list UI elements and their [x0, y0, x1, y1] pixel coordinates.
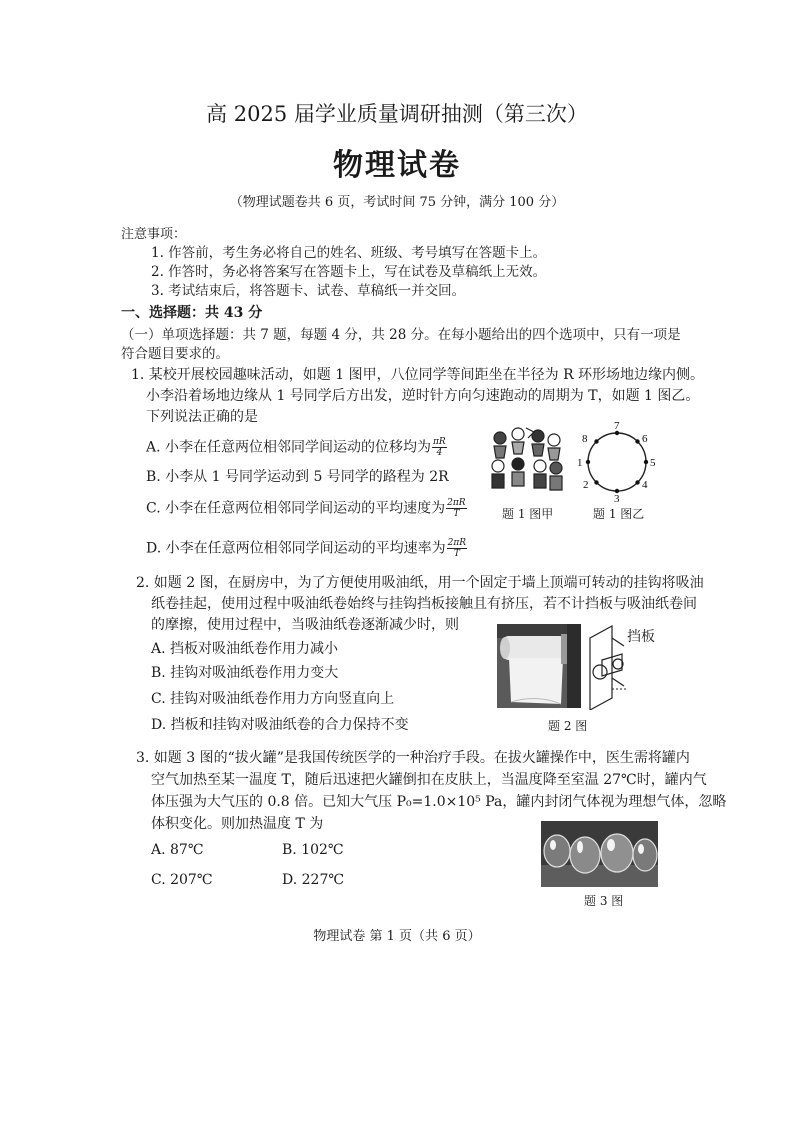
q1-option-b: B. 小李从 1 号同学运动到 5 号同学的路程为 2R — [146, 469, 449, 485]
q2-baffle-label: 挡板 — [627, 629, 655, 645]
exam-subtitle: （物理试题卷共 6 页，考试时间 75 分钟，满分 100 分） — [229, 195, 565, 210]
exam-title: 高 2025 届学业质量调研抽测（第三次） — [206, 102, 588, 126]
section-heading: 一、选择题：共 43 分 — [121, 305, 263, 321]
q1-stem: 下列说法正确的是 — [146, 409, 258, 425]
q3-figure-caption: 题 3 图 — [584, 894, 624, 908]
circle-label-4: 4 — [642, 479, 648, 491]
q1-option-a — [146, 437, 447, 458]
circle-label-1: 1 — [577, 457, 583, 469]
q1-figure-students — [488, 424, 566, 496]
q2-stem: 2. 如题 2 图，在厨房中，为了方便使用吸油纸，用一个固定于墙上顶端可转动的挂钩将吸油 — [136, 575, 704, 591]
q1-option-d — [146, 538, 467, 559]
q3-stem: 3. 如题 3 图的“拔火罐”是我国传统医学的一种治疗手段。在拔火罐操作中，医生需将罐内 — [136, 750, 690, 766]
q1-figure-b-caption: 题 1 图乙 — [593, 507, 645, 521]
q3-option-c: C. 207℃ — [151, 872, 213, 888]
q3-option-a: A. 87℃ — [151, 842, 204, 858]
q3-option-b: B. 102℃ — [282, 842, 344, 858]
circle-label-2: 2 — [583, 479, 589, 491]
notes-heading: 注意事项： — [121, 227, 187, 242]
q1-figure-a-caption: 题 1 图甲 — [502, 507, 554, 521]
q1-option-a-text: A. 小李在任意两位相邻同学间运动的位移均为 — [146, 439, 432, 456]
circle-label-8: 8 — [582, 433, 588, 445]
fraction-numerator: πR — [433, 437, 446, 447]
q2-photo-paper-roll — [497, 624, 581, 708]
page-footer: 物理试卷 第 1 页（共 6 页） — [313, 929, 481, 944]
q3-stem: 体压强为大气压的 0.8 倍。已知大气压 P₀=1.0×10⁵ Pa，罐内封闭气体视为理想气体，忽略 — [151, 794, 727, 810]
fraction-denominator: T — [453, 509, 460, 519]
q1-option-c-text: C. 小李在任意两位相邻同学间运动的平均速度为 — [146, 500, 446, 517]
q2-option-c: C. 挂钩对吸油纸卷作用力方向竖直向上 — [151, 691, 395, 707]
note-item: 2. 作答时，务必将答案写在答题卡上，写在试卷及草稿纸上无效。 — [151, 264, 547, 280]
q2-figure-caption: 题 2 图 — [548, 719, 588, 733]
subject-title: 物理试卷 — [333, 148, 461, 183]
q1-option-c-fraction — [446, 498, 466, 519]
section-instructions-cont: 符合题目要求的。 — [121, 346, 229, 362]
note-item: 1. 作答前，考生务必将自己的姓名、班级、考号填写在答题卡上。 — [151, 245, 547, 261]
circle-label-5: 5 — [650, 457, 656, 469]
q3-stem: 空气加热至某一温度 T，随后迅速把火罐倒扣在皮肤上，当温度降至室温 27℃时，罐内气 — [151, 772, 707, 788]
note-item: 3. 考试结束后，将答题卡、试卷、草稿纸一并交回。 — [151, 283, 466, 299]
q1-option-d-text: D. 小李在任意两位相邻同学间运动的平均速率为 — [146, 540, 446, 557]
q3-photo-cupping-jars — [541, 821, 658, 887]
q1-stem: 1. 某校开展校园趣味活动，如题 1 图甲，八位同学等间距坐在半径为 R 环形场地边缘内侧。 — [131, 367, 705, 383]
q3-option-d: D. 227℃ — [282, 872, 345, 888]
q2-option-d: D. 挡板和挂钩对吸油纸卷的合力保持不变 — [151, 717, 409, 733]
q1-stem: 小李沿着场地边缘从 1 号同学后方出发，逆时针方向匀速跑动的周期为 T，如题 1 图乙。 — [146, 388, 700, 404]
fraction-denominator: 4 — [436, 448, 443, 458]
circle-label-3: 3 — [614, 493, 620, 502]
q1-option-d-fraction — [447, 538, 467, 559]
circle-label-6: 6 — [642, 433, 648, 445]
q1-figure-circle — [572, 420, 662, 502]
q1-option-a-fraction — [432, 437, 447, 458]
q1-option-c — [146, 498, 467, 519]
q2-stem: 纸卷挂起，使用过程中吸油纸卷始终与挂钩挡板接触且有挤压，若不计挡板与吸油纸卷间 — [151, 596, 697, 612]
fraction-numerator: 2πR — [447, 498, 466, 508]
fraction-numerator: 2πR — [447, 538, 467, 548]
q2-option-b: B. 挂钩对吸油纸卷作用力变大 — [151, 665, 339, 681]
q3-stem: 体积变化。则加热温度 T 为 — [151, 816, 324, 832]
section-instructions: （一）单项选择题：共 7 题，每题 4 分，共 28 分。在每小题给出的四个选项中，只有一项是 — [121, 327, 681, 343]
circle-label-7: 7 — [614, 420, 620, 432]
fraction-denominator: T — [453, 549, 460, 559]
q2-option-a: A. 挡板对吸油纸卷作用力减小 — [151, 641, 339, 657]
q2-stem: 的摩擦，使用过程中，当吸油纸卷逐渐减少时，则 — [151, 617, 459, 633]
